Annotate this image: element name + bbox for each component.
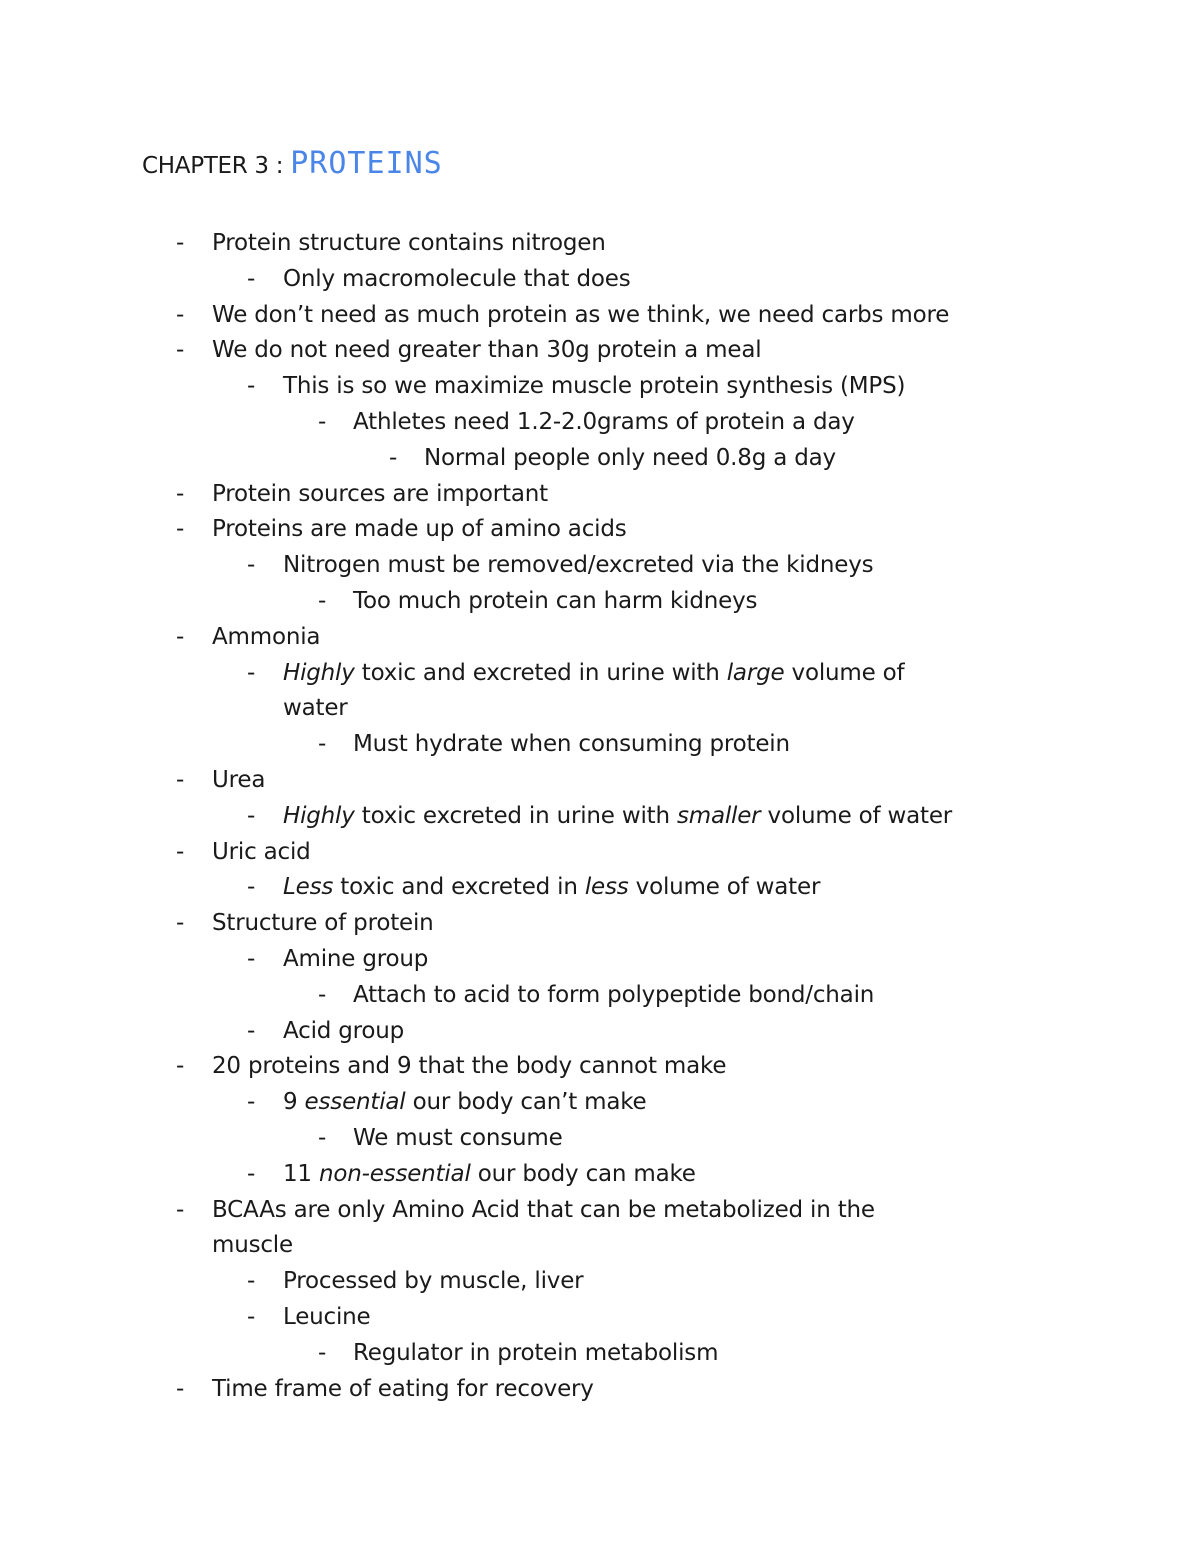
- list-item-text: [212, 1228, 293, 1264]
- bullet-dash: -: [176, 1196, 185, 1223]
- text-segment: 9: [283, 1089, 305, 1116]
- list-item-text: [424, 441, 836, 477]
- emphasis-text: smaller: [676, 802, 761, 829]
- list-item-text: [283, 656, 904, 692]
- text-segment: We must consume: [353, 1124, 563, 1151]
- list-item: [0, 727, 1200, 763]
- bullet-dash: -: [247, 1303, 256, 1330]
- list-item-text: [212, 1193, 875, 1229]
- text-segment: We do not need greater than 30g protein a meal: [212, 337, 762, 364]
- text-segment: Athletes need 1.2-2.0grams of protein a day: [353, 408, 855, 435]
- bullet-dash: -: [176, 838, 185, 865]
- text-segment: Structure of protein: [212, 910, 434, 937]
- text-segment: We don’t need as much protein as we think, we need carbs more: [212, 301, 950, 328]
- list-item: [0, 298, 1200, 334]
- list-item-text: [283, 870, 820, 906]
- bullet-dash: -: [176, 337, 185, 364]
- list-item-text: [283, 548, 873, 584]
- list-item-text: [283, 1300, 371, 1336]
- list-item: [0, 226, 1200, 262]
- text-segment: 20 proteins and 9 that the body cannot make: [212, 1053, 727, 1080]
- list-item: [0, 906, 1200, 942]
- text-segment: BCAAs are only Amino Acid that can be metabolized in the: [212, 1196, 875, 1223]
- list-item-text: [283, 691, 348, 727]
- emphasis-text: essential: [304, 1089, 406, 1116]
- list-item: [0, 1014, 1200, 1050]
- bullet-dash: -: [247, 1017, 256, 1044]
- list-item-continuation: [0, 691, 1200, 727]
- text-segment: Normal people only need 0.8g a day: [424, 444, 836, 471]
- bullet-dash: -: [176, 480, 185, 507]
- list-item: [0, 1085, 1200, 1121]
- list-item-text: [212, 226, 606, 262]
- bullet-dash: -: [247, 265, 256, 292]
- text-segment: Too much protein can harm kidneys: [353, 587, 758, 614]
- text-segment: toxic and excreted in urine with: [354, 659, 727, 686]
- list-item-continuation: [0, 1228, 1200, 1264]
- text-segment: Protein sources are important: [212, 480, 548, 507]
- list-item: [0, 512, 1200, 548]
- emphasis-text: Highly: [283, 802, 355, 829]
- text-segment: Attach to acid to form polypeptide bond/chain: [353, 981, 875, 1008]
- bullet-dash: -: [247, 373, 256, 400]
- text-segment: Uric acid: [212, 838, 311, 865]
- bullet-dash: -: [247, 1160, 256, 1187]
- text-segment: This is so we maximize muscle protein synthesis (MPS): [283, 373, 906, 400]
- list-item: [0, 1049, 1200, 1085]
- text-segment: 11: [283, 1160, 319, 1187]
- list-item-text: [212, 1049, 726, 1085]
- text-segment: Urea: [212, 766, 266, 793]
- bullet-dash: -: [247, 1268, 256, 1295]
- list-item: [0, 799, 1200, 835]
- list-item-text: [283, 799, 952, 835]
- list-item: [0, 1300, 1200, 1336]
- list-item-text: [212, 620, 320, 656]
- chapter-heading: [142, 140, 443, 192]
- chapter-title: PROTEINS: [290, 146, 443, 181]
- list-item: [0, 835, 1200, 871]
- bullet-dash: -: [176, 1053, 185, 1080]
- text-segment: muscle: [212, 1232, 293, 1259]
- list-item: [0, 870, 1200, 906]
- bullet-dash: -: [176, 623, 185, 650]
- emphasis-text: large: [726, 659, 785, 686]
- list-item-text: [212, 298, 949, 334]
- list-item-text: [283, 942, 428, 978]
- list-item: [0, 1264, 1200, 1300]
- text-segment: Leucine: [283, 1303, 371, 1330]
- list-item: [0, 620, 1200, 656]
- list-item: [0, 1336, 1200, 1372]
- list-item: [0, 763, 1200, 799]
- bullet-dash: -: [247, 945, 256, 972]
- notes-list: [0, 226, 1200, 1407]
- text-segment: Proteins are made up of amino acids: [212, 516, 627, 543]
- list-item: [0, 656, 1200, 692]
- list-item-text: [353, 584, 757, 620]
- list-item: [0, 584, 1200, 620]
- chapter-label: CHAPTER 3 :: [142, 153, 291, 179]
- bullet-dash: -: [247, 1089, 256, 1116]
- text-segment: Only macromolecule that does: [283, 265, 631, 292]
- list-item-text: [283, 1014, 404, 1050]
- list-item-text: [283, 262, 630, 298]
- list-item-text: [212, 835, 311, 871]
- list-item-text: [283, 369, 905, 405]
- text-segment: volume of water: [628, 874, 821, 901]
- list-item-text: [283, 1157, 696, 1193]
- list-item-text: [353, 405, 855, 441]
- list-item: [0, 369, 1200, 405]
- list-item: [0, 441, 1200, 477]
- bullet-dash: -: [247, 802, 256, 829]
- bullet-dash: -: [176, 1375, 185, 1402]
- text-segment: Must hydrate when consuming protein: [353, 731, 790, 758]
- bullet-dash: -: [176, 910, 185, 937]
- emphasis-text: non-essential: [318, 1160, 471, 1187]
- list-item: [0, 1157, 1200, 1193]
- text-segment: volume of water: [760, 802, 953, 829]
- list-item: [0, 262, 1200, 298]
- text-segment: Processed by muscle, liver: [283, 1268, 584, 1295]
- emphasis-text: Highly: [283, 659, 355, 686]
- text-segment: Acid group: [283, 1017, 405, 1044]
- bullet-dash: -: [318, 731, 327, 758]
- bullet-dash: -: [389, 444, 398, 471]
- list-item-text: [353, 727, 790, 763]
- text-segment: our body can make: [470, 1160, 696, 1187]
- list-item-text: [353, 1121, 563, 1157]
- bullet-dash: -: [247, 659, 256, 686]
- bullet-dash: -: [176, 230, 185, 256]
- list-item: [0, 548, 1200, 584]
- list-item-text: [353, 1336, 718, 1372]
- list-item-text: [212, 477, 548, 513]
- list-item: [0, 978, 1200, 1014]
- text-segment: Ammonia: [212, 623, 321, 650]
- bullet-dash: -: [176, 766, 185, 793]
- text-segment: volume of: [784, 659, 905, 686]
- text-segment: water: [283, 695, 348, 722]
- text-segment: toxic excreted in urine with: [354, 802, 677, 829]
- list-item-text: [283, 1085, 647, 1121]
- bullet-dash: -: [176, 301, 185, 328]
- list-item-text: [353, 978, 874, 1014]
- text-segment: Nitrogen must be removed/excreted via the kidneys: [283, 552, 874, 579]
- bullet-dash: -: [247, 552, 256, 579]
- text-segment: toxic and excreted in: [333, 874, 585, 901]
- text-segment: Regulator in protein metabolism: [353, 1339, 719, 1366]
- text-segment: Protein structure contains nitrogen: [212, 230, 606, 256]
- list-item: [0, 1193, 1200, 1229]
- emphasis-text: Less: [283, 874, 334, 901]
- bullet-dash: -: [318, 408, 327, 435]
- bullet-dash: -: [247, 874, 256, 901]
- bullet-dash: -: [176, 516, 185, 543]
- list-item-text: [212, 1372, 594, 1408]
- list-item-text: [212, 512, 627, 548]
- list-item-text: [212, 333, 761, 369]
- text-segment: Time frame of eating for recovery: [212, 1375, 594, 1402]
- bullet-dash: -: [318, 1124, 327, 1151]
- list-item-text: [212, 906, 434, 942]
- list-item: [0, 1372, 1200, 1408]
- list-item: [0, 333, 1200, 369]
- bullet-dash: -: [318, 587, 327, 614]
- emphasis-text: less: [584, 874, 629, 901]
- bullet-dash: -: [318, 1339, 327, 1366]
- list-item: [0, 405, 1200, 441]
- list-item-text: [283, 1264, 583, 1300]
- list-item: [0, 942, 1200, 978]
- text-segment: our body can’t make: [405, 1089, 647, 1116]
- list-item: [0, 477, 1200, 513]
- bullet-dash: -: [318, 981, 327, 1008]
- text-segment: Amine group: [283, 945, 429, 972]
- list-item-text: [212, 763, 265, 799]
- list-item: [0, 1121, 1200, 1157]
